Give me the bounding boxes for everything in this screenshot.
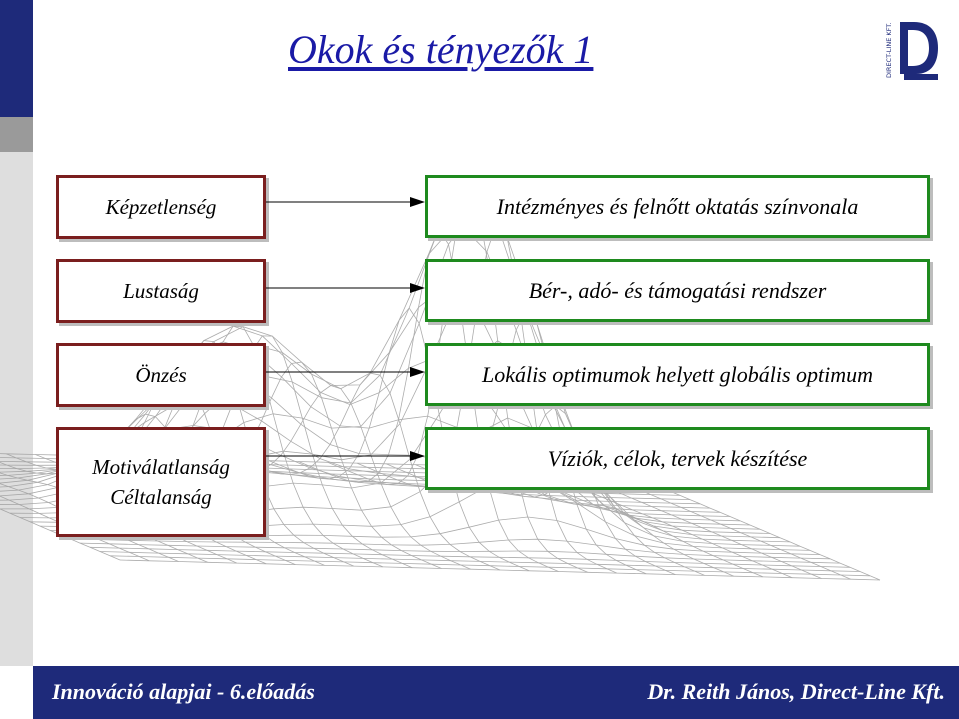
factor-box-1 <box>425 175 930 238</box>
arrow-3 <box>266 365 426 379</box>
factor-box-3 <box>425 343 930 406</box>
cause-box-onzes <box>56 343 266 407</box>
factor-label: Bér-, adó- és támogatási rendszer <box>528 277 827 303</box>
arrow-2 <box>266 281 426 295</box>
arrow-4 <box>266 449 426 463</box>
cause-box-motivalatlansag <box>56 427 266 537</box>
slide-title: Okok és tényezők 1 <box>288 27 594 72</box>
svg-text:DIRECT-LINE KFT.: DIRECT-LINE KFT. <box>885 22 893 78</box>
arrow-1 <box>266 195 426 209</box>
cause-box-lustasag <box>56 259 266 323</box>
cause-label: Céltalanság <box>110 485 212 509</box>
direct-line-logo <box>882 16 940 82</box>
factor-label: Lokális optimumok helyett globális optimum <box>481 361 874 387</box>
factor-label: Víziók, célok, tervek készítése <box>547 445 808 471</box>
cause-label: Képzetlenség <box>105 194 217 219</box>
cause-label: Lustaság <box>123 278 199 303</box>
footer-course: Innováció alapjai - 6.előadás <box>52 679 315 704</box>
footer-author: Dr. Reith János, Direct-Line Kft. <box>647 679 945 704</box>
cause-label: Önzés <box>135 362 187 387</box>
factor-box-2 <box>425 259 930 322</box>
cause-box-kepzetlenseg <box>56 175 266 239</box>
factor-box-4 <box>425 427 930 490</box>
factor-label: Intézményes és felnőtt oktatás színvonala <box>496 193 859 219</box>
cause-label: Motiválatlanság <box>92 455 230 479</box>
